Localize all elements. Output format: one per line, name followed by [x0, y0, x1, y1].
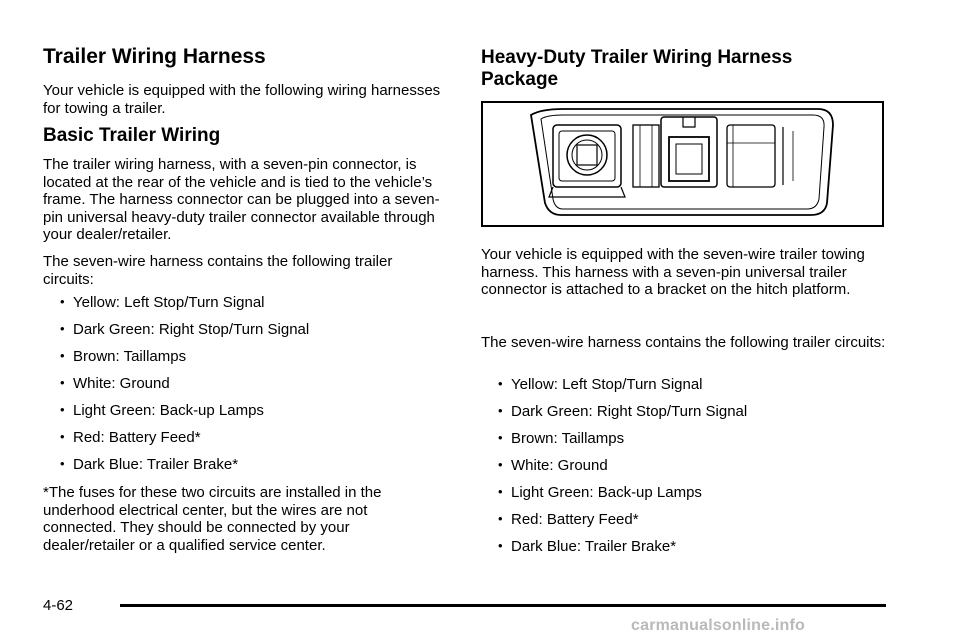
circuit-label: Light Green: Back-up Lamps [511, 484, 702, 501]
bullet-icon: • [498, 457, 503, 472]
circuit-label: Brown: Taillamps [73, 348, 187, 365]
bullet-icon: • [60, 402, 65, 417]
circuit-item [481, 538, 886, 556]
bullet-icon: • [60, 294, 65, 309]
circuit-list [43, 294, 443, 483]
circuit-item [481, 403, 886, 421]
circuit-item [481, 511, 886, 529]
circuit-label: Dark Blue: Trailer Brake* [511, 538, 677, 555]
fuse-note: *The fuses for these two circuits are installed in the underhood electrical center, but the wires are not connected. They should be connected by your dealer/retailer or a qualified service center. [43, 484, 382, 554]
bullet-icon: • [498, 484, 503, 499]
circuit-label: Dark Green: Right Stop/Turn Signal [511, 403, 748, 420]
circuit-item [481, 457, 886, 475]
circuits-intro: The seven-wire harness contains the following trailer circuits: [43, 253, 393, 288]
circuit-label: Dark Green: Right Stop/Turn Signal [73, 321, 310, 338]
title-line-1: Heavy-Duty Trailer Wiring Harness [481, 47, 793, 68]
circuit-label: White: Ground [511, 457, 608, 474]
circuit-item [43, 375, 443, 393]
circuit-item [43, 321, 443, 339]
circuit-item [43, 294, 443, 312]
harness-illustration [481, 101, 884, 227]
circuit-item [481, 430, 886, 448]
connector-bracket-drawing [483, 103, 882, 225]
bullet-icon: • [498, 511, 503, 526]
bullet-icon: • [498, 403, 503, 418]
section-title: Trailer Wiring Harness [43, 45, 266, 68]
circuit-list-right [481, 376, 886, 565]
subsection-title: Basic Trailer Wiring [43, 125, 221, 146]
circuit-label: Light Green: Back-up Lamps [73, 402, 264, 419]
bullet-icon: • [498, 430, 503, 445]
title-line-2: Package [481, 69, 559, 90]
circuits-intro-right: The seven-wire harness contains the following trailer circuits: [481, 334, 886, 351]
circuit-label: Red: Battery Feed* [73, 429, 201, 446]
basic-wiring-paragraph: The trailer wiring harness, with a seven-pin connector, is located at the rear of the vehicle and is tied to the vehicle’s frame. The harness connector can be plugged into a seven-pin universal heavy-duty trailer connector available through your dealer/retailer. [43, 156, 440, 243]
site-watermark: carmanualsonline.info [631, 617, 806, 634]
intro-paragraph: Your vehicle is equipped with the following wiring harnesses for towing a trailer. [43, 82, 441, 117]
bullet-icon: • [60, 429, 65, 444]
footer-rule [120, 604, 886, 607]
circuit-label: Dark Blue: Trailer Brake* [73, 456, 239, 473]
circuit-item [481, 376, 886, 394]
section-title-heavy-duty [481, 47, 886, 91]
circuit-item [43, 429, 443, 447]
bullet-icon: • [60, 456, 65, 471]
bullet-icon: • [60, 348, 65, 363]
circuit-item [43, 456, 443, 474]
circuit-label: Yellow: Left Stop/Turn Signal [73, 294, 265, 311]
bullet-icon: • [60, 321, 65, 336]
heavy-duty-paragraph: Your vehicle is equipped with the seven-wire trailer towing harness. This harness with a seven-pin universal trailer connector is attached to a bracket on the hitch platform. [481, 246, 865, 298]
circuit-label: White: Ground [73, 375, 170, 392]
page-number: 4-62 [43, 597, 74, 614]
circuit-item [481, 484, 886, 502]
circuit-item [43, 348, 443, 366]
circuit-label: Brown: Taillamps [511, 430, 625, 447]
bullet-icon: • [498, 538, 503, 553]
circuit-item [43, 402, 443, 420]
bullet-icon: • [60, 375, 65, 390]
circuit-label: Yellow: Left Stop/Turn Signal [511, 376, 703, 393]
circuit-label: Red: Battery Feed* [511, 511, 639, 528]
bullet-icon: • [498, 376, 503, 391]
